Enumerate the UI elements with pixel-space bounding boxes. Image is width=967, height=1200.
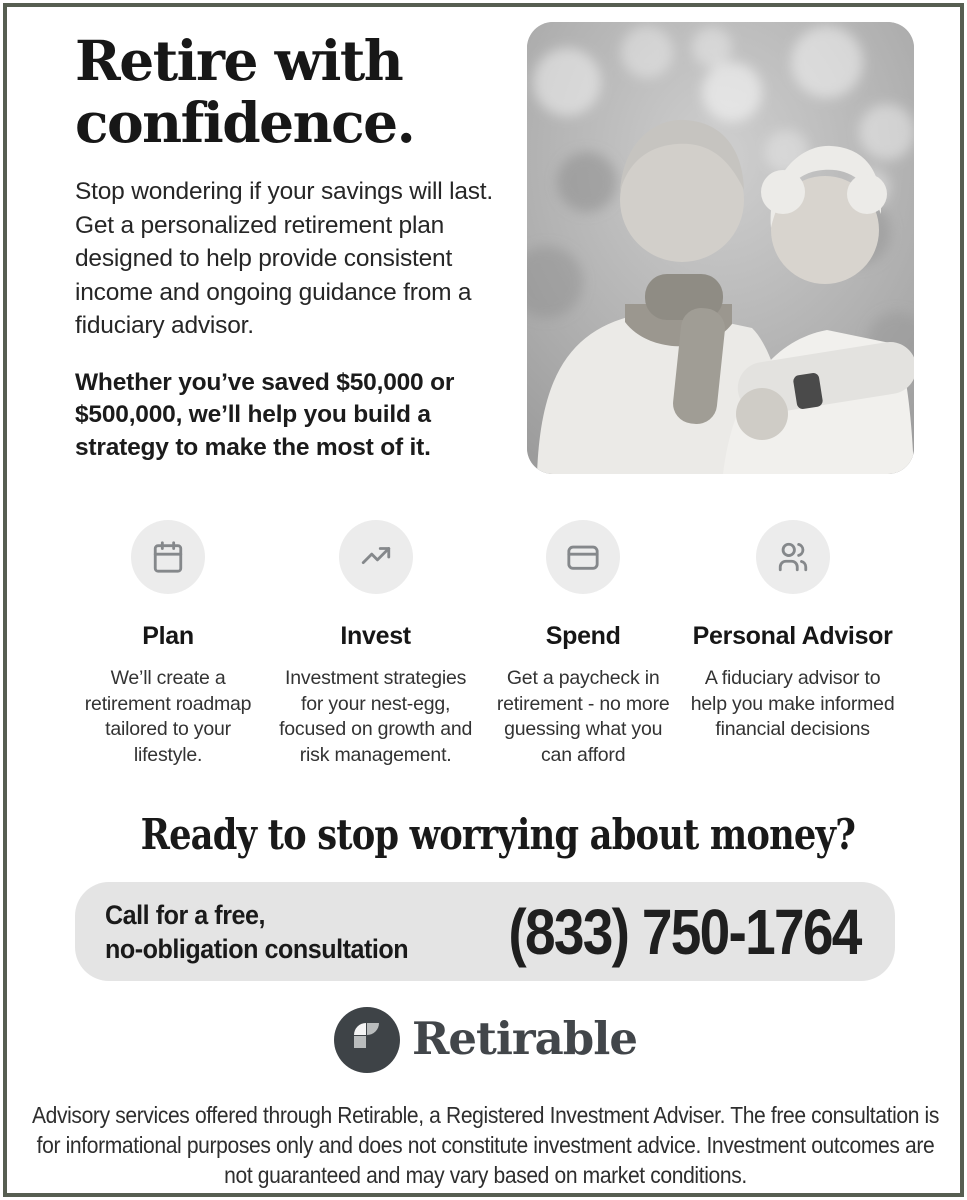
cta-label	[105, 898, 408, 966]
feature-description: We’ll create a retirement roadmap tailored to your lifestyle.	[84, 667, 252, 766]
senior-couple-photo	[527, 22, 914, 474]
feature-title: Invest	[340, 622, 411, 650]
feature-description: A fiduciary advisor to help you make informed financial decisions	[690, 667, 895, 740]
retirable-logo-icon	[333, 1006, 401, 1074]
credit-card-icon	[546, 520, 620, 594]
phone-number[interactable]: (833) 750-1764	[508, 895, 861, 968]
hero-section	[75, 22, 895, 474]
feature-invest	[275, 520, 476, 768]
feature-title: Spend	[545, 622, 621, 650]
trending-up-icon	[339, 520, 413, 594]
hero-bold-paragraph: Whether you’ve saved $50,000 or $500,000, we’ll help you build a strategy to make the most of it.	[75, 368, 455, 461]
feature-description: Get a paycheck in retirement - no more guessing what you can afford	[496, 667, 670, 766]
cta-pill	[75, 882, 895, 981]
feature-description: Investment strategies for your nest-egg, focused on growth and risk management.	[279, 667, 473, 766]
feature-plan	[75, 520, 261, 768]
ad-page	[7, 7, 960, 1193]
cta-headline: Ready to stop worrying about money?	[140, 810, 856, 859]
main-headline: Retire with confidence.	[75, 28, 415, 155]
users-icon	[756, 520, 830, 594]
disclaimer-section	[31, 1100, 939, 1190]
calendar-icon	[131, 520, 205, 594]
feature-title: Personal Advisor	[692, 622, 893, 650]
cta-label-line2: no-obligation consultation	[105, 933, 409, 964]
disclaimer-text: Advisory services offered through Retirable, a Registered Investment Adviser. The free consultation is for informational purposes only and does not constitute investment advice. Investment outcomes are not guaranteed and may vary based on market conditions.	[31, 1102, 939, 1188]
senior-couple-photo-illustration	[527, 22, 914, 474]
retirable-wordmark: Retirable	[412, 1011, 637, 1065]
cta-label-line1: Call for a free,	[105, 899, 266, 930]
hero-paragraph: Stop wondering if your savings will last. Get a personalized retirement plan designed to help provide consistent income and ongoing guidance from a fiduciary advisor.	[75, 178, 494, 340]
feature-title: Plan	[142, 622, 194, 650]
feature-personal-advisor	[690, 520, 895, 768]
hero-copy	[75, 22, 527, 464]
feature-spend	[490, 520, 676, 768]
features-row	[75, 520, 895, 768]
brand-logo	[75, 1006, 895, 1074]
